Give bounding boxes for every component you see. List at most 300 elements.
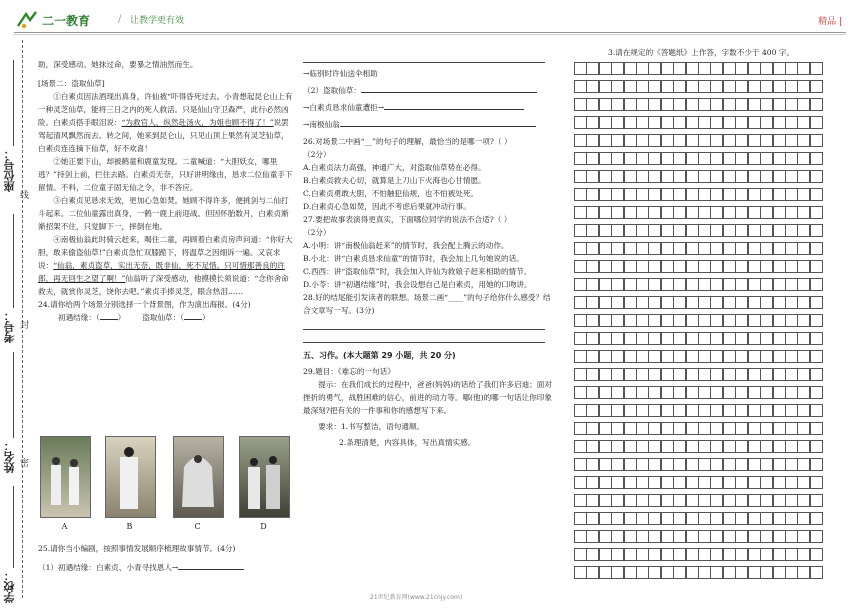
grid-cell[interactable] <box>723 512 736 525</box>
grid-cell[interactable] <box>698 134 711 147</box>
grid-cell[interactable] <box>686 98 699 111</box>
grid-cell[interactable] <box>574 260 587 273</box>
grid-cell[interactable] <box>586 314 599 327</box>
grid-cell[interactable] <box>760 332 773 345</box>
grid-cell[interactable] <box>673 152 686 165</box>
grid-cell[interactable] <box>723 206 736 219</box>
grid-cell[interactable] <box>611 314 624 327</box>
grid-cell[interactable] <box>797 98 810 111</box>
grid-cell[interactable] <box>586 224 599 237</box>
grid-cell[interactable] <box>599 206 612 219</box>
answer-blank-q25-4[interactable] <box>340 126 536 127</box>
grid-cell[interactable] <box>710 170 723 183</box>
grid-cell[interactable] <box>661 350 674 363</box>
grid-cell[interactable] <box>611 260 624 273</box>
grid-cell[interactable] <box>723 404 736 417</box>
grid-cell[interactable] <box>686 350 699 363</box>
grid-cell[interactable] <box>574 116 587 129</box>
grid-cell[interactable] <box>735 134 748 147</box>
grid-cell[interactable] <box>574 314 587 327</box>
grid-cell[interactable] <box>698 242 711 255</box>
grid-cell[interactable] <box>686 548 699 561</box>
grid-cell[interactable] <box>599 332 612 345</box>
grid-cell[interactable] <box>735 188 748 201</box>
grid-cell[interactable] <box>748 548 761 561</box>
grid-cell[interactable] <box>686 80 699 93</box>
grid-cell[interactable] <box>636 332 649 345</box>
grid-cell[interactable] <box>698 494 711 507</box>
grid-cell[interactable] <box>574 512 587 525</box>
grid-cell[interactable] <box>686 188 699 201</box>
grid-cell[interactable] <box>760 566 773 579</box>
grid-cell[interactable] <box>698 260 711 273</box>
grid-cell[interactable] <box>785 98 798 111</box>
grid-cell[interactable] <box>661 422 674 435</box>
grid-cell[interactable] <box>735 404 748 417</box>
grid-cell[interactable] <box>574 422 587 435</box>
grid-cell[interactable] <box>648 98 661 111</box>
grid-cell[interactable] <box>810 134 823 147</box>
grid-cell[interactable] <box>760 260 773 273</box>
grid-cell[interactable] <box>673 548 686 561</box>
grid-cell[interactable] <box>599 116 612 129</box>
grid-cell[interactable] <box>586 548 599 561</box>
grid-cell[interactable] <box>748 134 761 147</box>
grid-cell[interactable] <box>636 116 649 129</box>
grid-cell[interactable] <box>723 224 736 237</box>
grid-cell[interactable] <box>648 206 661 219</box>
grid-cell[interactable] <box>686 512 699 525</box>
grid-cell[interactable] <box>797 296 810 309</box>
grid-cell[interactable] <box>773 368 786 381</box>
grid-cell[interactable] <box>686 134 699 147</box>
grid-cell[interactable] <box>810 512 823 525</box>
answer-line-q28-1[interactable] <box>303 317 545 330</box>
grid-cell[interactable] <box>636 152 649 165</box>
grid-cell[interactable] <box>661 386 674 399</box>
grid-cell[interactable] <box>760 152 773 165</box>
grid-cell[interactable] <box>773 224 786 237</box>
grid-cell[interactable] <box>599 260 612 273</box>
grid-cell[interactable] <box>797 494 810 507</box>
grid-cell[interactable] <box>611 566 624 579</box>
grid-cell[interactable] <box>636 350 649 363</box>
grid-cell[interactable] <box>599 440 612 453</box>
grid-cell[interactable] <box>785 188 798 201</box>
grid-cell[interactable] <box>797 332 810 345</box>
grid-cell[interactable] <box>673 476 686 489</box>
grid-cell[interactable] <box>673 458 686 471</box>
q26-option-b[interactable]: B.白素贞救夫心切，就算是上刀山下火海也心甘情愿。 <box>303 176 486 185</box>
grid-cell[interactable] <box>810 224 823 237</box>
grid-cell[interactable] <box>624 530 637 543</box>
grid-cell[interactable] <box>810 80 823 93</box>
grid-cell[interactable] <box>760 188 773 201</box>
grid-cell[interactable] <box>673 242 686 255</box>
grid-cell[interactable] <box>760 548 773 561</box>
grid-cell[interactable] <box>773 440 786 453</box>
grid-cell[interactable] <box>797 278 810 291</box>
answer-blank-scene2[interactable] <box>184 319 202 320</box>
grid-cell[interactable] <box>673 422 686 435</box>
grid-cell[interactable] <box>661 170 674 183</box>
grid-cell[interactable] <box>574 404 587 417</box>
grid-cell[interactable] <box>686 242 699 255</box>
grid-cell[interactable] <box>748 476 761 489</box>
grid-cell[interactable] <box>599 458 612 471</box>
grid-cell[interactable] <box>686 566 699 579</box>
grid-cell[interactable] <box>586 296 599 309</box>
grid-cell[interactable] <box>698 296 711 309</box>
grid-cell[interactable] <box>686 296 699 309</box>
grid-cell[interactable] <box>710 332 723 345</box>
grid-cell[interactable] <box>748 224 761 237</box>
grid-cell[interactable] <box>773 350 786 363</box>
grid-cell[interactable] <box>624 350 637 363</box>
grid-cell[interactable] <box>673 332 686 345</box>
grid-cell[interactable] <box>698 350 711 363</box>
grid-cell[interactable] <box>624 386 637 399</box>
grid-cell[interactable] <box>636 440 649 453</box>
grid-cell[interactable] <box>748 206 761 219</box>
grid-cell[interactable] <box>785 314 798 327</box>
grid-cell[interactable] <box>748 152 761 165</box>
grid-cell[interactable] <box>773 62 786 75</box>
grid-cell[interactable] <box>574 440 587 453</box>
grid-cell[interactable] <box>785 62 798 75</box>
grid-cell[interactable] <box>710 530 723 543</box>
grid-cell[interactable] <box>586 404 599 417</box>
grid-cell[interactable] <box>773 242 786 255</box>
grid-cell[interactable] <box>785 350 798 363</box>
grid-cell[interactable] <box>586 440 599 453</box>
grid-cell[interactable] <box>810 548 823 561</box>
grid-cell[interactable] <box>773 314 786 327</box>
essay-answer-grid[interactable] <box>574 62 838 584</box>
grid-cell[interactable] <box>574 80 587 93</box>
grid-cell[interactable] <box>773 260 786 273</box>
grid-cell[interactable] <box>611 296 624 309</box>
grid-cell[interactable] <box>748 170 761 183</box>
grid-cell[interactable] <box>773 188 786 201</box>
grid-cell[interactable] <box>710 188 723 201</box>
grid-cell[interactable] <box>748 242 761 255</box>
grid-cell[interactable] <box>810 350 823 363</box>
grid-cell[interactable] <box>785 116 798 129</box>
grid-cell[interactable] <box>599 422 612 435</box>
grid-cell[interactable] <box>673 386 686 399</box>
grid-cell[interactable] <box>686 206 699 219</box>
grid-cell[interactable] <box>797 350 810 363</box>
grid-cell[interactable] <box>574 332 587 345</box>
grid-cell[interactable] <box>624 242 637 255</box>
grid-cell[interactable] <box>586 566 599 579</box>
grid-cell[interactable] <box>661 332 674 345</box>
grid-cell[interactable] <box>810 404 823 417</box>
grid-cell[interactable] <box>686 116 699 129</box>
grid-cell[interactable] <box>797 422 810 435</box>
grid-cell[interactable] <box>611 278 624 291</box>
grid-cell[interactable] <box>698 548 711 561</box>
grid-cell[interactable] <box>648 242 661 255</box>
grid-cell[interactable] <box>574 98 587 111</box>
grid-cell[interactable] <box>636 512 649 525</box>
answer-line-q28-2[interactable] <box>303 330 545 343</box>
grid-cell[interactable] <box>797 116 810 129</box>
grid-cell[interactable] <box>599 80 612 93</box>
grid-cell[interactable] <box>673 512 686 525</box>
grid-cell[interactable] <box>624 170 637 183</box>
grid-cell[interactable] <box>773 152 786 165</box>
grid-cell[interactable] <box>661 152 674 165</box>
grid-cell[interactable] <box>648 350 661 363</box>
grid-cell[interactable] <box>773 404 786 417</box>
grid-cell[interactable] <box>773 134 786 147</box>
grid-cell[interactable] <box>735 386 748 399</box>
grid-cell[interactable] <box>599 476 612 489</box>
grid-cell[interactable] <box>636 368 649 381</box>
grid-cell[interactable] <box>698 404 711 417</box>
grid-cell[interactable] <box>710 134 723 147</box>
grid-cell[interactable] <box>673 404 686 417</box>
grid-cell[interactable] <box>785 458 798 471</box>
grid-cell[interactable] <box>611 386 624 399</box>
grid-cell[interactable] <box>611 206 624 219</box>
grid-cell[interactable] <box>748 332 761 345</box>
grid-cell[interactable] <box>748 188 761 201</box>
grid-cell[interactable] <box>760 512 773 525</box>
grid-cell[interactable] <box>648 314 661 327</box>
grid-cell[interactable] <box>810 278 823 291</box>
grid-cell[interactable] <box>735 260 748 273</box>
grid-cell[interactable] <box>723 116 736 129</box>
grid-cell[interactable] <box>673 134 686 147</box>
grid-cell[interactable] <box>735 422 748 435</box>
grid-cell[interactable] <box>586 386 599 399</box>
grid-cell[interactable] <box>735 494 748 507</box>
grid-cell[interactable] <box>648 494 661 507</box>
grid-cell[interactable] <box>735 224 748 237</box>
grid-cell[interactable] <box>661 512 674 525</box>
grid-cell[interactable] <box>773 530 786 543</box>
grid-cell[interactable] <box>624 260 637 273</box>
grid-cell[interactable] <box>773 422 786 435</box>
grid-cell[interactable] <box>586 530 599 543</box>
grid-cell[interactable] <box>748 404 761 417</box>
grid-cell[interactable] <box>760 224 773 237</box>
grid-cell[interactable] <box>797 476 810 489</box>
grid-cell[interactable] <box>686 332 699 345</box>
grid-cell[interactable] <box>611 368 624 381</box>
grid-cell[interactable] <box>797 62 810 75</box>
grid-cell[interactable] <box>636 494 649 507</box>
grid-cell[interactable] <box>797 548 810 561</box>
grid-cell[interactable] <box>773 476 786 489</box>
answer-line-q25-continued[interactable] <box>303 50 545 63</box>
grid-cell[interactable] <box>810 98 823 111</box>
grid-cell[interactable] <box>797 242 810 255</box>
grid-cell[interactable] <box>723 530 736 543</box>
grid-cell[interactable] <box>686 494 699 507</box>
grid-cell[interactable] <box>760 476 773 489</box>
grid-cell[interactable] <box>710 422 723 435</box>
grid-cell[interactable] <box>586 494 599 507</box>
grid-cell[interactable] <box>648 80 661 93</box>
grid-cell[interactable] <box>624 62 637 75</box>
grid-cell[interactable] <box>586 422 599 435</box>
grid-cell[interactable] <box>661 296 674 309</box>
grid-cell[interactable] <box>624 476 637 489</box>
grid-cell[interactable] <box>710 494 723 507</box>
grid-cell[interactable] <box>574 224 587 237</box>
grid-cell[interactable] <box>760 530 773 543</box>
grid-cell[interactable] <box>760 170 773 183</box>
grid-cell[interactable] <box>661 278 674 291</box>
grid-cell[interactable] <box>673 62 686 75</box>
grid-cell[interactable] <box>599 170 612 183</box>
grid-cell[interactable] <box>710 386 723 399</box>
grid-cell[interactable] <box>785 296 798 309</box>
grid-cell[interactable] <box>624 278 637 291</box>
grid-cell[interactable] <box>773 278 786 291</box>
grid-cell[interactable] <box>785 386 798 399</box>
answer-blank-q25-3[interactable] <box>384 109 524 110</box>
grid-cell[interactable] <box>611 404 624 417</box>
grid-cell[interactable] <box>797 458 810 471</box>
grid-cell[interactable] <box>673 440 686 453</box>
grid-cell[interactable] <box>748 350 761 363</box>
grid-cell[interactable] <box>624 440 637 453</box>
grid-cell[interactable] <box>661 494 674 507</box>
grid-cell[interactable] <box>611 224 624 237</box>
grid-cell[interactable] <box>773 494 786 507</box>
grid-cell[interactable] <box>574 62 587 75</box>
grid-cell[interactable] <box>661 98 674 111</box>
grid-cell[interactable] <box>748 98 761 111</box>
grid-cell[interactable] <box>636 134 649 147</box>
grid-cell[interactable] <box>797 170 810 183</box>
grid-cell[interactable] <box>586 458 599 471</box>
grid-cell[interactable] <box>773 206 786 219</box>
grid-cell[interactable] <box>723 98 736 111</box>
grid-cell[interactable] <box>586 512 599 525</box>
grid-cell[interactable] <box>648 62 661 75</box>
grid-cell[interactable] <box>785 512 798 525</box>
grid-cell[interactable] <box>624 314 637 327</box>
grid-cell[interactable] <box>599 188 612 201</box>
grid-cell[interactable] <box>661 224 674 237</box>
grid-cell[interactable] <box>611 152 624 165</box>
grid-cell[interactable] <box>599 224 612 237</box>
grid-cell[interactable] <box>810 332 823 345</box>
grid-cell[interactable] <box>611 116 624 129</box>
grid-cell[interactable] <box>785 134 798 147</box>
grid-cell[interactable] <box>710 206 723 219</box>
grid-cell[interactable] <box>723 350 736 363</box>
grid-cell[interactable] <box>723 314 736 327</box>
grid-cell[interactable] <box>748 116 761 129</box>
grid-cell[interactable] <box>760 134 773 147</box>
grid-cell[interactable] <box>574 242 587 255</box>
q27-option-d[interactable]: D.小苓：讲“初遇结缘”时，我会设想自己是白素贞，用她的口吻讲。 <box>303 280 532 289</box>
grid-cell[interactable] <box>698 206 711 219</box>
grid-cell[interactable] <box>810 494 823 507</box>
grid-cell[interactable] <box>797 134 810 147</box>
grid-cell[interactable] <box>611 422 624 435</box>
grid-cell[interactable] <box>611 494 624 507</box>
grid-cell[interactable] <box>760 350 773 363</box>
grid-cell[interactable] <box>748 80 761 93</box>
grid-cell[interactable] <box>748 368 761 381</box>
grid-cell[interactable] <box>636 80 649 93</box>
grid-cell[interactable] <box>760 116 773 129</box>
grid-cell[interactable] <box>735 98 748 111</box>
grid-cell[interactable] <box>661 458 674 471</box>
grid-cell[interactable] <box>810 188 823 201</box>
grid-cell[interactable] <box>723 566 736 579</box>
grid-cell[interactable] <box>599 548 612 561</box>
grid-cell[interactable] <box>760 386 773 399</box>
grid-cell[interactable] <box>686 440 699 453</box>
grid-cell[interactable] <box>760 422 773 435</box>
grid-cell[interactable] <box>723 494 736 507</box>
grid-cell[interactable] <box>735 206 748 219</box>
grid-cell[interactable] <box>698 62 711 75</box>
grid-cell[interactable] <box>698 278 711 291</box>
grid-cell[interactable] <box>710 62 723 75</box>
grid-cell[interactable] <box>673 170 686 183</box>
grid-cell[interactable] <box>785 476 798 489</box>
grid-cell[interactable] <box>748 566 761 579</box>
grid-cell[interactable] <box>648 548 661 561</box>
grid-cell[interactable] <box>698 152 711 165</box>
answer-blank-q25-1[interactable] <box>178 569 244 570</box>
grid-cell[interactable] <box>797 314 810 327</box>
grid-cell[interactable] <box>723 242 736 255</box>
grid-cell[interactable] <box>686 368 699 381</box>
grid-cell[interactable] <box>723 152 736 165</box>
grid-cell[interactable] <box>574 548 587 561</box>
grid-cell[interactable] <box>611 512 624 525</box>
grid-cell[interactable] <box>698 440 711 453</box>
grid-cell[interactable] <box>648 332 661 345</box>
grid-cell[interactable] <box>574 206 587 219</box>
grid-cell[interactable] <box>748 296 761 309</box>
grid-cell[interactable] <box>686 314 699 327</box>
answer-blank-q25-2[interactable] <box>361 92 537 93</box>
grid-cell[interactable] <box>735 116 748 129</box>
grid-cell[interactable] <box>574 170 587 183</box>
grid-cell[interactable] <box>611 476 624 489</box>
q27-option-a[interactable]: A.小明：讲“南极仙翁赶来”的情节时，我会配上腾云的动作。 <box>303 241 509 250</box>
grid-cell[interactable] <box>710 80 723 93</box>
grid-cell[interactable] <box>723 440 736 453</box>
grid-cell[interactable] <box>723 548 736 561</box>
grid-cell[interactable] <box>686 170 699 183</box>
grid-cell[interactable] <box>586 260 599 273</box>
grid-cell[interactable] <box>773 116 786 129</box>
grid-cell[interactable] <box>648 260 661 273</box>
grid-cell[interactable] <box>624 98 637 111</box>
grid-cell[interactable] <box>710 476 723 489</box>
grid-cell[interactable] <box>698 566 711 579</box>
answer-blank-scene1[interactable] <box>100 319 118 320</box>
grid-cell[interactable] <box>648 134 661 147</box>
grid-cell[interactable] <box>611 188 624 201</box>
grid-cell[interactable] <box>636 98 649 111</box>
grid-cell[interactable] <box>735 350 748 363</box>
grid-cell[interactable] <box>636 296 649 309</box>
